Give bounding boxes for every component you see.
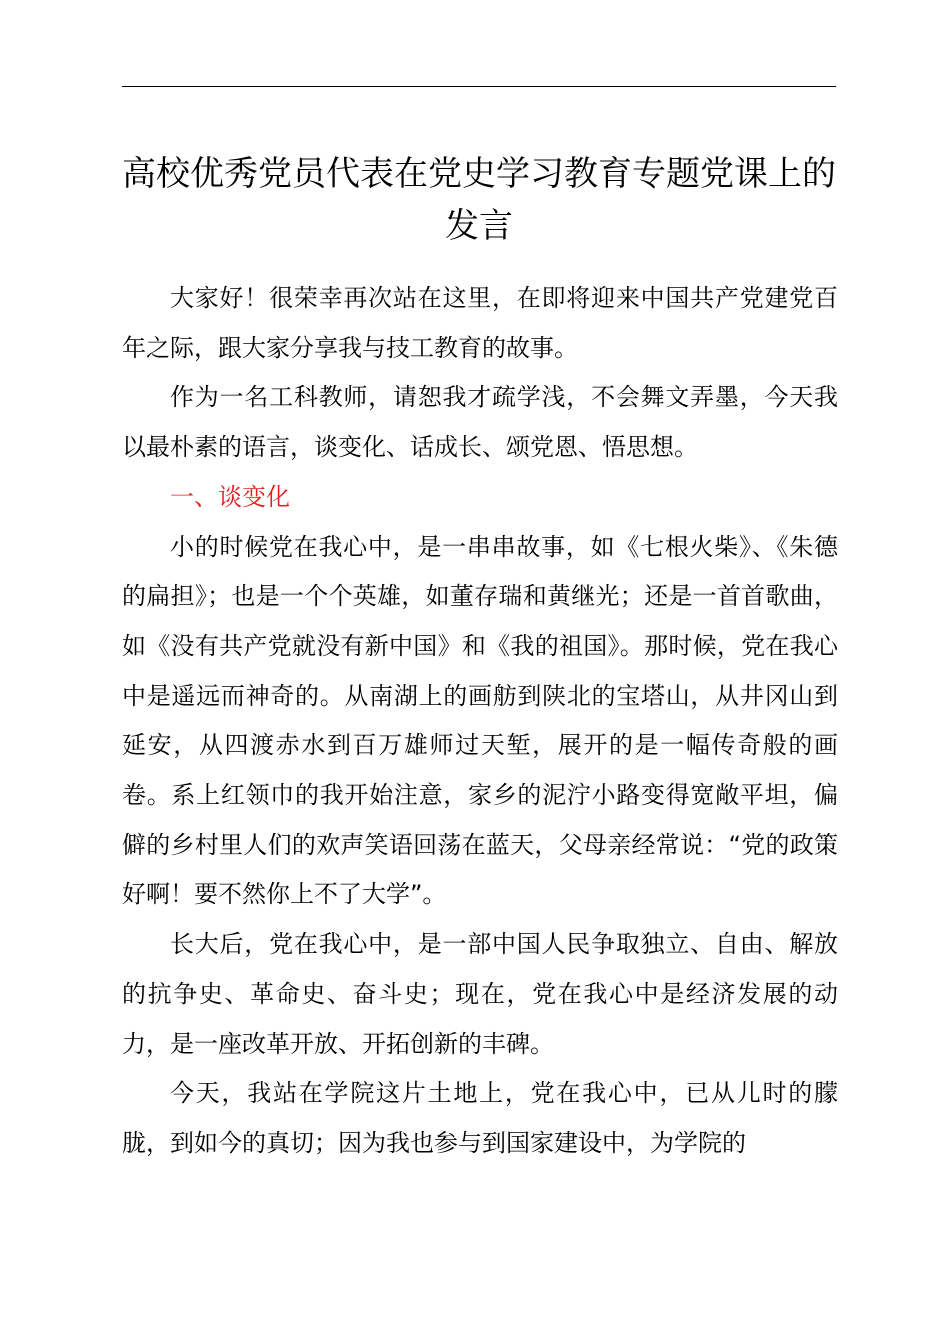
- document-title: 高校优秀党员代表在党史学习教育专题党课上的发言: [122, 154, 836, 246]
- header-rule: [122, 86, 836, 87]
- intro-paragraph-1: 大家好！很荣幸再次站在这里，在即将迎来中国共产党建党百年之际，跟大家分享我与技工教育的故事。: [122, 284, 838, 362]
- document-body: [122, 274, 838, 1169]
- section-paragraph-3: 今天，我站在学院这片土地上，党在我心中，已从儿时的朦胧，到如今的真切；因为我也参与到国家建设中，为学院的: [122, 1079, 838, 1157]
- section-paragraph-2: 长大后，党在我心中，是一部中国人民争取独立、自由、解放的抗争史、革命史、奋斗史；现在，党在我心中是经济发展的动力，是一座改革开放、开拓创新的丰碑。: [122, 930, 838, 1058]
- section-heading: 一、谈变化: [170, 482, 290, 511]
- section-paragraph-1: 小的时候党在我心中，是一串串故事，如《七根火柴》、《朱德的扁担》；也是一个个英雄，如董存瑞和黄继光；还是一首首歌曲，如《没有共产党就没有新中国》和《我的祖国》。那时候，党在我心中是遥远而神奇的。从南湖上的画舫到陕北的宝塔山，从井冈山到延安，从四渡赤水到百万雄师过天堑，展开的是一幅传奇般的画卷。系上红领巾的我开始注意，家乡的泥泞小路变得宽敞平坦，偏僻的乡村里人们的欢声笑语回荡在蓝天，父母亲经常说：“党的政策好啊！要不然你上不了大学”。: [122, 532, 838, 909]
- intro-paragraph-2: 作为一名工科教师，请恕我才疏学浅，不会舞文弄墨，今天我以最朴素的语言，谈变化、话成长、颂党恩、悟思想。: [122, 383, 838, 462]
